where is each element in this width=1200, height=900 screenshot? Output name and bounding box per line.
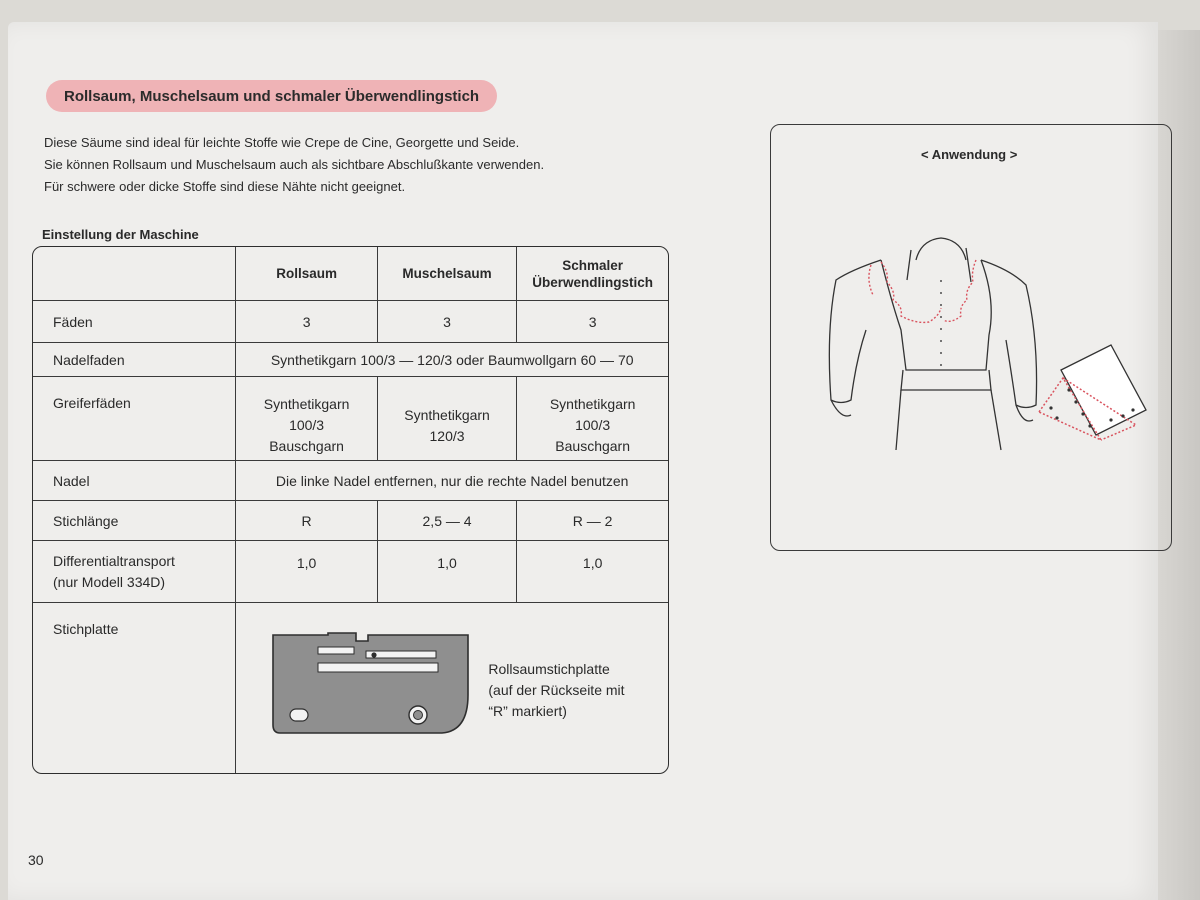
cell-line: Synthetikgarn (404, 406, 490, 423)
table-row (33, 343, 668, 377)
table-row (33, 603, 668, 773)
cell-line: Synthetikgarn (549, 396, 636, 412)
cell-value: Die linke Nadel entfernen, nur die rechte Nadel benutzen (236, 461, 668, 501)
machine-settings-label: Einstellung der Maschine (42, 227, 199, 242)
cell-value (236, 377, 377, 461)
header-schmaler-ueberwendlingstich (517, 247, 668, 301)
row-label-faeden: Fäden (33, 301, 236, 343)
cell-value (378, 377, 517, 461)
section-heading: Rollsaum, Muschelsaum und schmaler Überwendlingstich (46, 80, 497, 112)
intro-line: Diese Säume sind ideal für leichte Stoffe wie Crepe de Cine, Georgette und Seide. (44, 135, 520, 150)
table-row (33, 461, 668, 501)
row-label-greiferfaeden: Greiferfäden (33, 377, 236, 461)
table-row (33, 301, 668, 343)
header-line: Überwendlingstich (532, 274, 654, 290)
cell-value: 2,5 — 4 (378, 501, 517, 541)
table-row (33, 541, 668, 603)
label-line: Differentialtransport (53, 552, 175, 569)
header-rollsaum: Rollsaum (236, 247, 377, 301)
cell-value: 1,0 (378, 541, 517, 603)
page-number: 30 (28, 852, 44, 868)
stichplatte-cell (236, 603, 668, 773)
cell-value: 1,0 (517, 541, 668, 603)
row-label-nadelfaden: Nadelfaden (33, 343, 236, 377)
intro-line: Für schwere oder dicke Stoffe sind diese Nähte nicht geeignet. (44, 179, 406, 194)
cell-line: 100/3 (289, 417, 325, 433)
plate-text-line: (auf der Rückseite mit (488, 682, 625, 698)
row-label-nadel: Nadel (33, 461, 236, 501)
cell-value: 3 (517, 301, 668, 343)
plate-text-line: Rollsaumstichplatte (488, 661, 610, 677)
intro-text (44, 132, 544, 198)
header-empty-cell (33, 247, 236, 301)
row-label-differentialtransport (33, 541, 236, 603)
stichplatte-description (488, 659, 624, 722)
cell-value (517, 377, 668, 461)
cell-line: Synthetikgarn (263, 396, 350, 412)
plate-text-line: “R” markiert) (488, 703, 567, 719)
cell-value: Synthetikgarn 100/3 — 120/3 oder Baumwollgarn 60 — 70 (236, 343, 668, 377)
label-line: (nur Modell 334D) (53, 573, 166, 590)
row-label-stichlaenge: Stichlänge (33, 501, 236, 541)
application-box (770, 124, 1172, 551)
cell-line: Bauschgarn (269, 438, 344, 454)
header-muschelsaum: Muschelsaum (378, 247, 517, 301)
cell-line: 120/3 (429, 427, 465, 444)
row-label-stichplatte: Stichplatte (33, 603, 236, 773)
table-row (33, 377, 668, 461)
cell-line: 100/3 (575, 417, 611, 433)
settings-table (32, 246, 669, 774)
application-title: < Anwendung > (921, 147, 1018, 162)
table-header-row (33, 247, 668, 301)
cell-value: 3 (236, 301, 377, 343)
cell-value: 3 (378, 301, 517, 343)
intro-line: Sie können Rollsaum und Muschelsaum auch als sichtbare Abschlußkante verwenden. (44, 157, 545, 172)
cell-value: R (236, 501, 377, 541)
cell-value: 1,0 (236, 541, 377, 603)
table-row (33, 501, 668, 541)
blouse-and-handkerchief-illustration (811, 220, 1151, 480)
cell-line: Bauschgarn (555, 438, 630, 454)
cell-value: R — 2 (517, 501, 668, 541)
needle-plate-illustration (270, 631, 470, 737)
header-line: Schmaler (562, 257, 624, 273)
